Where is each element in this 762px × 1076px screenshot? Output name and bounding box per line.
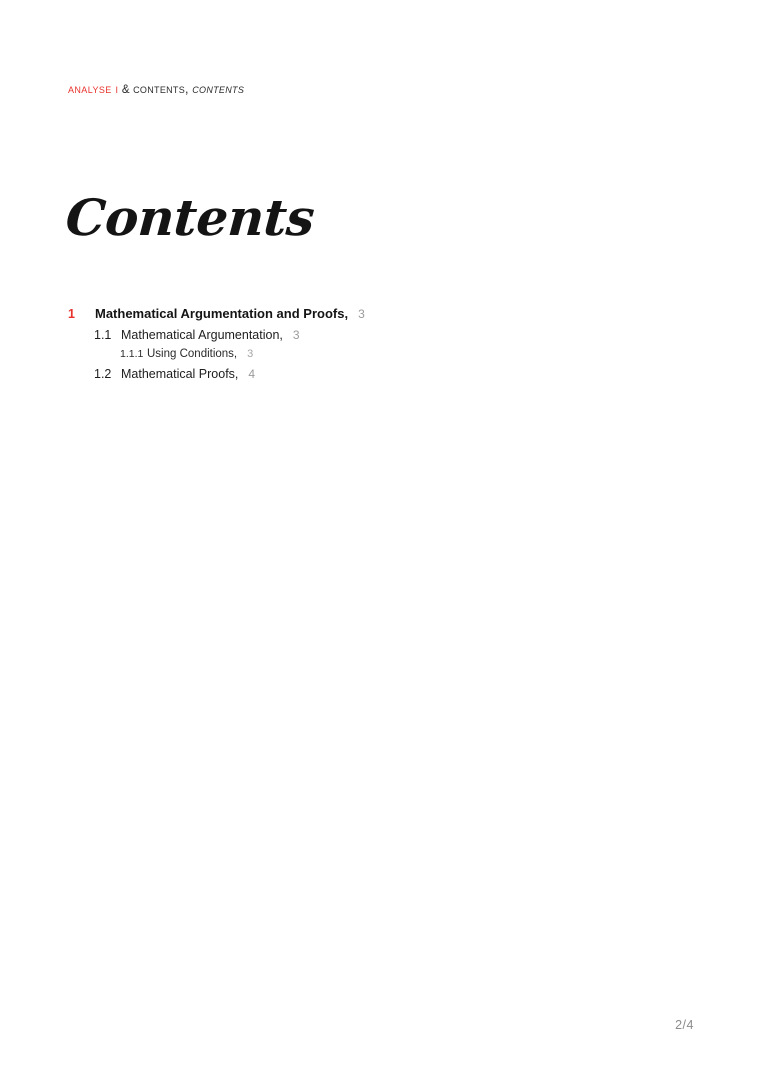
toc-entry-label: Mathematical Argumentation, [121,328,283,342]
toc-entry-number: 1.1 [94,328,112,342]
toc-entry-chapter-1[interactable] [68,306,688,321]
toc-entry-label: Using Conditions, [147,348,238,360]
running-header-brand: analyse i [68,82,119,96]
toc-entry-number: 1.1.1 [120,348,144,360]
toc-entry-label: Mathematical Proofs, [121,367,239,381]
toc-entry-section-1-2[interactable] [68,367,688,381]
toc-entry-page: 3 [358,307,365,321]
running-header [68,82,244,96]
table-of-contents [68,306,688,387]
running-header-section-italic: contents [192,82,245,96]
toc-entry-number: 1 [68,307,75,321]
toc-entry-label: Mathematical Argumentation and Proofs, [95,306,349,321]
toc-entry-page: 3 [292,328,300,342]
toc-entry-page: 4 [248,367,256,381]
toc-entry-number: 1.2 [94,367,112,381]
running-header-section: contents, [133,82,189,96]
page-folio: 2/4 [675,1018,694,1032]
page-title: Contents [63,188,317,247]
toc-entry-subsection-1-1-1[interactable] [68,348,688,360]
running-header-separator: & [121,84,130,96]
toc-entry-page: 3 [247,348,254,360]
toc-entry-section-1-1[interactable] [68,328,688,342]
